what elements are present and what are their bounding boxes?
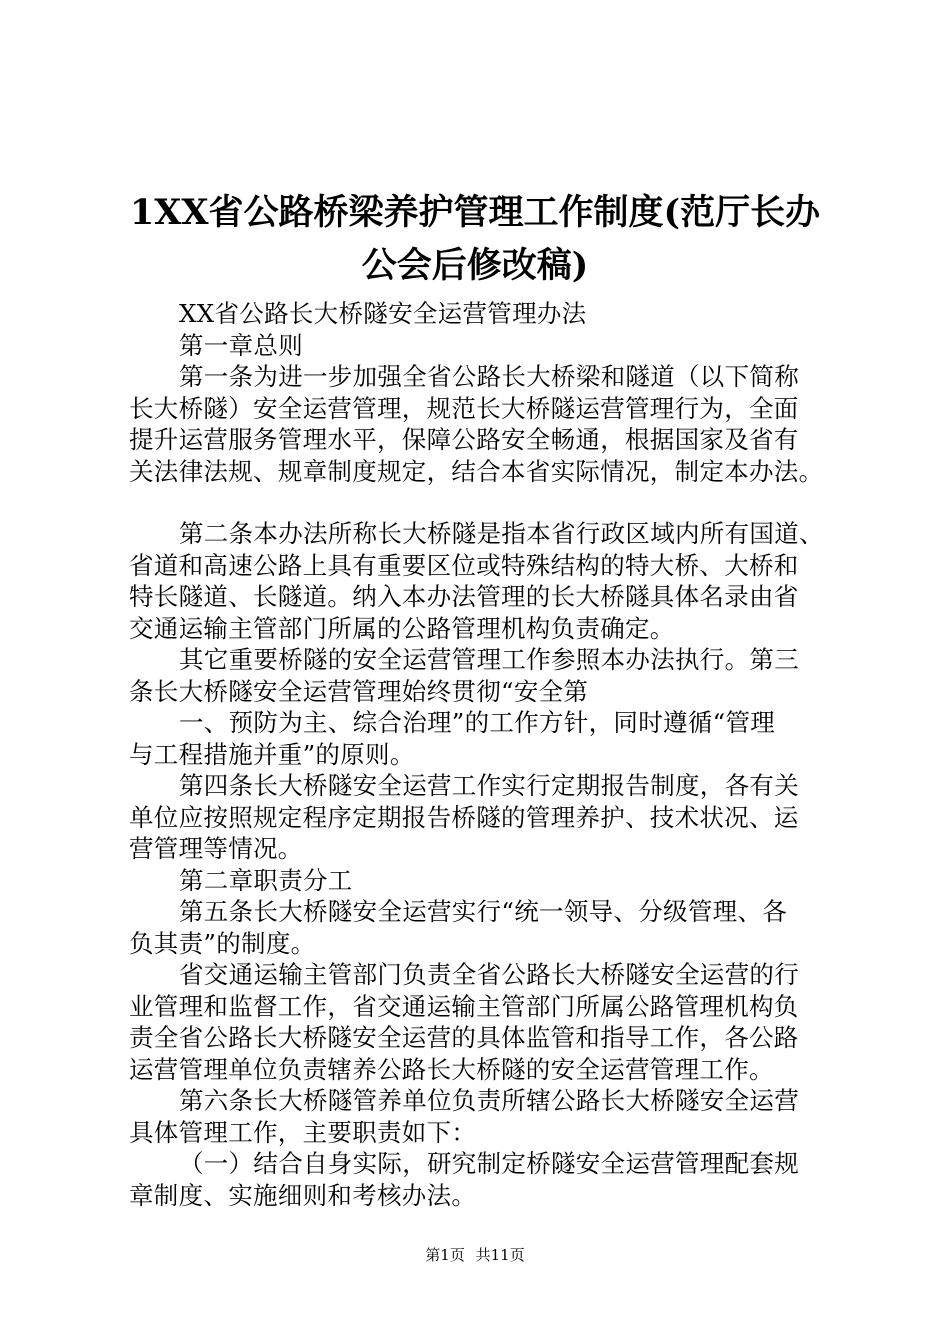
paragraph-line: 第五条长大桥隧安全运营实行“统一领导、分级管理、各 [179, 897, 788, 926]
paragraph-line: 业管理和监督工作，省交通运输主管部门所属公路管理机构负 [129, 991, 799, 1021]
paragraph-line: 长大桥隧）安全运营管理，规范长大桥隧运营管理行为，全面 [129, 393, 799, 423]
paragraph-line: XX省公路长大桥隧安全运营管理办法 [179, 299, 587, 328]
paragraph-line: 其它重要桥隧的安全运营管理工作参照本办法执行。第三 [179, 645, 799, 674]
paragraph-line: 省道和高速公路上具有重要区位或特殊结构的特大桥、大桥和 [129, 550, 799, 580]
paragraph-line: 第四条长大桥隧安全运营工作实行定期报告制度，各有关 [179, 771, 799, 800]
paragraph-line: 具体管理工作，主要职责如下： [129, 1117, 477, 1147]
paragraph-line: 条长大桥隧安全运营管理始终贯彻“安全第 [129, 676, 589, 706]
paragraph-line: 第一条为进一步加强全省公路长大桥梁和隧道（以下简称 [179, 362, 799, 391]
page-total: 共11页 [475, 1246, 525, 1264]
paragraph-line: 责全省公路长大桥隧安全运营的具体监管和指导工作，各公路 [129, 1023, 799, 1052]
paragraph-line: 第一章总则 [179, 330, 303, 360]
paragraph-line: （一）结合自身实际，研究制定桥隧安全运营管理配套规 [179, 1149, 799, 1178]
paragraph-line [129, 487, 829, 518]
document-body [129, 298, 829, 1211]
page-footer [0, 1244, 950, 1265]
paragraph-line: 章制度、实施细则和考核办法。 [129, 1180, 477, 1210]
paragraph-line: 特长隧道、长隧道。纳入本办法管理的长大桥隧具体名录由省 [129, 582, 799, 611]
document-title-line-2: 公会后修改稿) [361, 245, 589, 286]
paragraph-line: 运营管理单位负责辖养公路长大桥隧的安全运营管理工作。 [129, 1054, 774, 1084]
paragraph-line: 省交通运输主管部门负责全省公路长大桥隧安全运营的行 [179, 960, 799, 989]
paragraph-line: 负其责”的制度。 [129, 928, 316, 958]
paragraph-line: 第二条本办法所称长大桥隧是指本省行政区域内所有国道、 [179, 519, 824, 548]
paragraph-line: 关法律法规、规章制度规定，结合本省实际情况，制定本办法。 [129, 456, 824, 486]
paragraph-line: 提升运营服务管理水平，保障公路安全畅通，根据国家及省有 [129, 425, 799, 454]
paragraph-line: 交通运输主管部门所属的公路管理机构负责确定。 [129, 613, 675, 643]
paragraph-line: 第二章职责分工 [179, 865, 353, 895]
page-number: 第1页 [425, 1246, 465, 1264]
paragraph-line: 第六条长大桥隧管养单位负责所辖公路长大桥隧安全运营 [179, 1086, 799, 1115]
document-title-line-1: 1XX省公路桥梁养护管理工作制度(范厅长办 [129, 192, 821, 233]
paragraph-line: 与工程措施并重”的原则。 [129, 739, 415, 769]
paragraph-line: 营管理等情况。 [129, 834, 303, 863]
paragraph-line: 一、预防为主、综合治理”的工作方针，同时遵循“管理 [179, 708, 776, 737]
paragraph-line: 单位应按照规定程序定期报告桥隧的管理养护、技术状况、运 [129, 802, 799, 832]
